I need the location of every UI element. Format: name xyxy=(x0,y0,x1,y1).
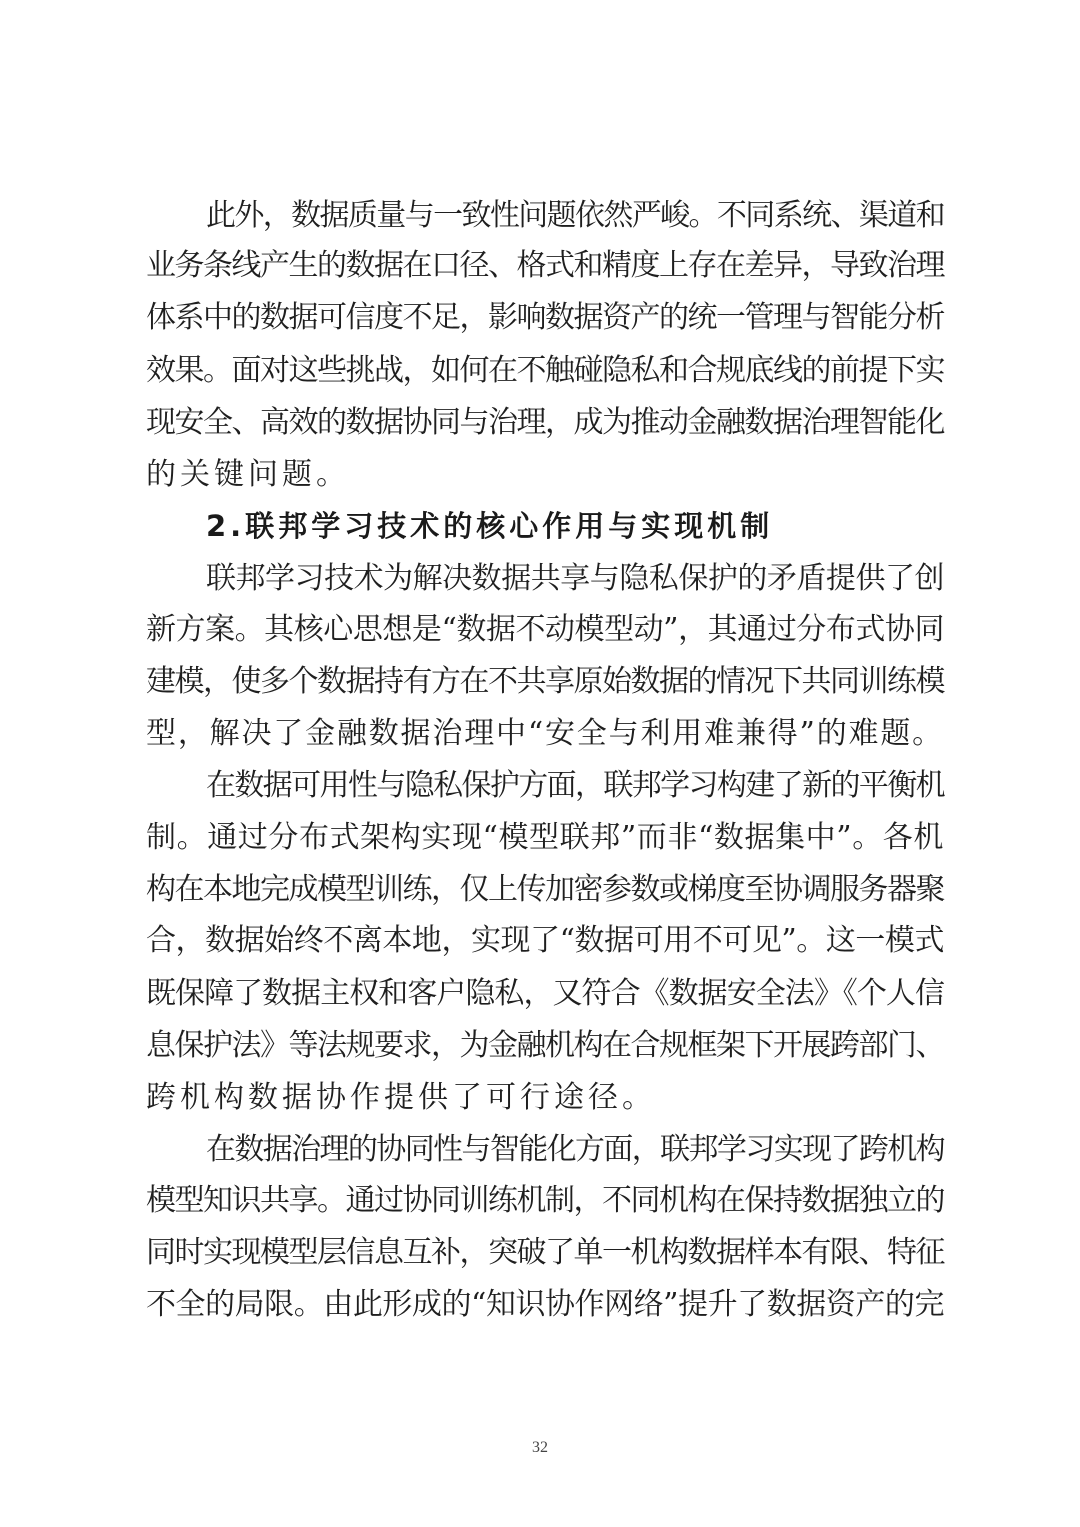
paragraph-line: 型，解决了金融数据治理中“安全与利用难兼得”的难题。 xyxy=(146,716,944,751)
paragraph-line: 在数据可用性与隐私保护方面，联邦学习构建了新的平衡机 xyxy=(206,768,944,803)
paragraph-line: 构在本地完成模型训练，仅上传加密参数或梯度至协调服务器聚 xyxy=(146,872,944,907)
paragraph-line: 制。通过分布式架构实现“模型联邦”而非“数据集中”。各机 xyxy=(146,820,944,855)
section-heading: 2.联邦学习技术的核心作用与实现机制 xyxy=(206,509,774,543)
paragraph-line: 现安全、高效的数据协同与治理，成为推动金融数据治理智能化 xyxy=(146,405,944,440)
paragraph-line: 不全的局限。由此形成的“知识协作网络”提升了数据资产的完 xyxy=(146,1287,944,1322)
paragraph-line: 体系中的数据可信度不足，影响数据资产的统一管理与智能分析 xyxy=(146,300,944,335)
paragraph-line: 效果。面对这些挑战，如何在不触碰隐私和合规底线的前提下实 xyxy=(146,353,944,388)
paragraph-line: 此外，数据质量与一致性问题依然严峻。不同系统、渠道和 xyxy=(206,198,944,233)
paragraph-line: 联邦学习技术为解决数据共享与隐私保护的矛盾提供了创 xyxy=(206,561,944,596)
paragraph-line: 新方案。其核心思想是“数据不动模型动”，其通过分布式协同 xyxy=(146,612,944,647)
paragraph-line: 既保障了数据主权和客户隐私，又符合《数据安全法》《个人信 xyxy=(146,976,944,1011)
paragraph-line: 息保护法》等法规要求，为金融机构在合规框架下开展跨部门、 xyxy=(146,1028,944,1063)
paragraph-line: 同时实现模型层信息互补，突破了单一机构数据样本有限、特征 xyxy=(146,1235,944,1270)
page-number: 32 xyxy=(532,1439,548,1456)
paragraph-line: 业务条线产生的数据在口径、格式和精度上存在差异，导致治理 xyxy=(146,248,944,283)
paragraph-line: 建模，使多个数据持有方在不共享原始数据的情况下共同训练模 xyxy=(146,664,944,699)
paragraph-line: 跨机构数据协作提供了可行途径。 xyxy=(146,1080,656,1115)
paragraph-line: 的关键问题。 xyxy=(146,457,350,492)
paragraph-line: 在数据治理的协同性与智能化方面，联邦学习实现了跨机构 xyxy=(206,1132,944,1167)
paragraph-line: 模型知识共享。通过协同训练机制，不同机构在保持数据独立的 xyxy=(146,1183,944,1218)
paragraph-line: 合，数据始终不离本地，实现了“数据可用不可见”。这一模式 xyxy=(146,923,944,958)
